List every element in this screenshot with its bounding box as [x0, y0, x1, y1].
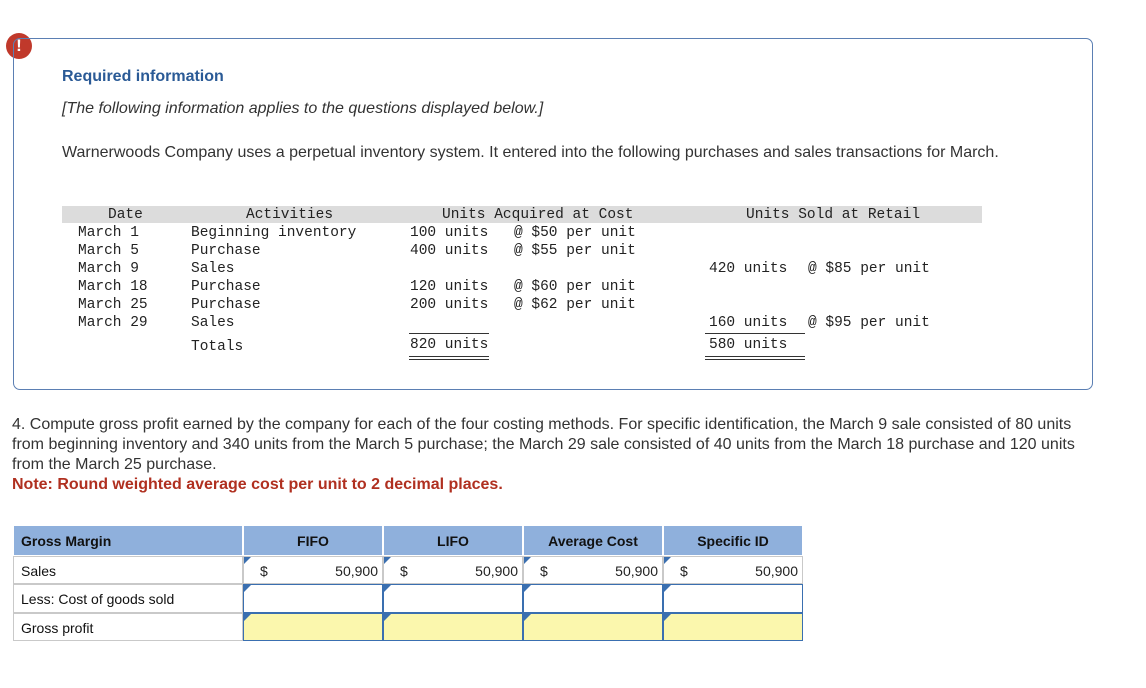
- header-units-acquired: Units Acquired at Cost: [442, 207, 634, 223]
- cell-marker-icon: [664, 557, 671, 564]
- cell-marker-icon: [244, 557, 251, 564]
- cell-marker-icon: [244, 585, 251, 592]
- cogs-lifo-input[interactable]: [383, 584, 523, 613]
- gross-profit-average-input[interactable]: [523, 613, 663, 641]
- row-acq-units: 200 units: [410, 297, 489, 313]
- row-activity: Sales: [191, 315, 235, 331]
- cell-marker-icon: [524, 585, 531, 592]
- row-date: March 1: [78, 225, 139, 241]
- header-specific-id: Specific ID: [663, 525, 803, 556]
- header-activities: Activities: [246, 207, 334, 223]
- sales-fifo-value: 50,900: [335, 563, 378, 579]
- sales-average-value: 50,900: [615, 563, 658, 579]
- row-sold-units: 420 units: [709, 261, 788, 277]
- gross-profit-lifo-input[interactable]: [383, 613, 523, 641]
- row-date: March 29: [78, 315, 148, 331]
- row-activity: Purchase: [191, 297, 261, 313]
- dollar-sign: $: [260, 563, 268, 579]
- row-acq-units: 120 units: [410, 279, 489, 295]
- cogs-average-input[interactable]: [523, 584, 663, 613]
- header-fifo: FIFO: [243, 525, 383, 556]
- row-activity: Purchase: [191, 243, 261, 259]
- dollar-sign: $: [540, 563, 548, 579]
- row-label-cogs: Less: Cost of goods sold: [13, 584, 243, 613]
- row-acq-units: 100 units: [410, 225, 489, 241]
- row-date: March 5: [78, 243, 139, 259]
- sold-total-rule-1: [705, 356, 805, 357]
- cell-marker-icon: [664, 585, 671, 592]
- dollar-sign: $: [680, 563, 688, 579]
- row-acq-cost: @ $60 per unit: [514, 279, 636, 295]
- question-body: 4. Compute gross profit earned by the company for each of the four costing methods. For specific identification, the March 9 sale consisted of 80 units from beginning inventory and 340 units from the March 5 purchase; the March 29 sale consisted of 40 units from the March 18 purchase and 120 units from the March 25 purchase.: [12, 416, 1075, 473]
- row-acq-cost: @ $62 per unit: [514, 297, 636, 313]
- row-label-sales: Sales: [13, 556, 243, 584]
- intro-text: Warnerwoods Company uses a perpetual inventory system. It entered into the following purchases and sales transactions for March.: [62, 144, 999, 161]
- row-activity: Sales: [191, 261, 235, 277]
- cogs-fifo-input[interactable]: [243, 584, 383, 613]
- row-date: March 18: [78, 279, 148, 295]
- sales-lifo-value: 50,900: [475, 563, 518, 579]
- acquired-subtotal-rule: [409, 333, 489, 334]
- cell-marker-icon: [384, 585, 391, 592]
- row-acq-cost: @ $50 per unit: [514, 225, 636, 241]
- sales-average-cell: [523, 556, 663, 584]
- cogs-specific-input[interactable]: [663, 584, 803, 613]
- totals-label: Totals: [191, 339, 244, 355]
- totals-acquired: 820 units: [410, 337, 489, 353]
- dollar-sign: $: [400, 563, 408, 579]
- cell-marker-icon: [384, 614, 391, 621]
- cell-marker-icon: [664, 614, 671, 621]
- gross-profit-fifo-input[interactable]: [243, 613, 383, 641]
- sales-specific-cell: [663, 556, 803, 584]
- sales-lifo-cell: [383, 556, 523, 584]
- required-info-title: Required information: [62, 68, 224, 85]
- cell-marker-icon: [384, 557, 391, 564]
- row-label-gross-profit: Gross profit: [13, 613, 243, 641]
- header-date: Date: [108, 207, 143, 223]
- row-activity: Beginning inventory: [191, 225, 357, 241]
- header-units-sold: Units Sold at Retail: [746, 207, 921, 223]
- acquired-total-rule-2: [409, 359, 489, 360]
- sales-fifo-cell: [243, 556, 383, 584]
- row-acq-cost: @ $55 per unit: [514, 243, 636, 259]
- row-sold-units: 160 units: [709, 315, 788, 331]
- sold-total-rule-2: [705, 359, 805, 360]
- gross-profit-specific-input[interactable]: [663, 613, 803, 641]
- row-acq-units: 400 units: [410, 243, 489, 259]
- header-gross-margin: Gross Margin: [13, 525, 243, 556]
- cell-marker-icon: [524, 557, 531, 564]
- row-sold-price: @ $95 per unit: [808, 315, 930, 331]
- header-lifo: LIFO: [383, 525, 523, 556]
- question-text: [12, 415, 1102, 495]
- required-info-subtitle: [The following information applies to the questions displayed below.]: [62, 100, 544, 117]
- row-date: March 9: [78, 261, 139, 277]
- acquired-total-rule-1: [409, 356, 489, 357]
- cell-marker-icon: [524, 614, 531, 621]
- totals-sold: 580 units: [709, 337, 788, 353]
- row-activity: Purchase: [191, 279, 261, 295]
- question-note: Note: Round weighted average cost per unit to 2 decimal places.: [12, 476, 503, 493]
- cell-marker-icon: [244, 614, 251, 621]
- header-average-cost: Average Cost: [523, 525, 663, 556]
- exclamation-icon: !: [6, 33, 32, 59]
- sold-subtotal-rule: [705, 333, 805, 334]
- sales-specific-value: 50,900: [755, 563, 798, 579]
- row-sold-price: @ $85 per unit: [808, 261, 930, 277]
- row-date: March 25: [78, 297, 148, 313]
